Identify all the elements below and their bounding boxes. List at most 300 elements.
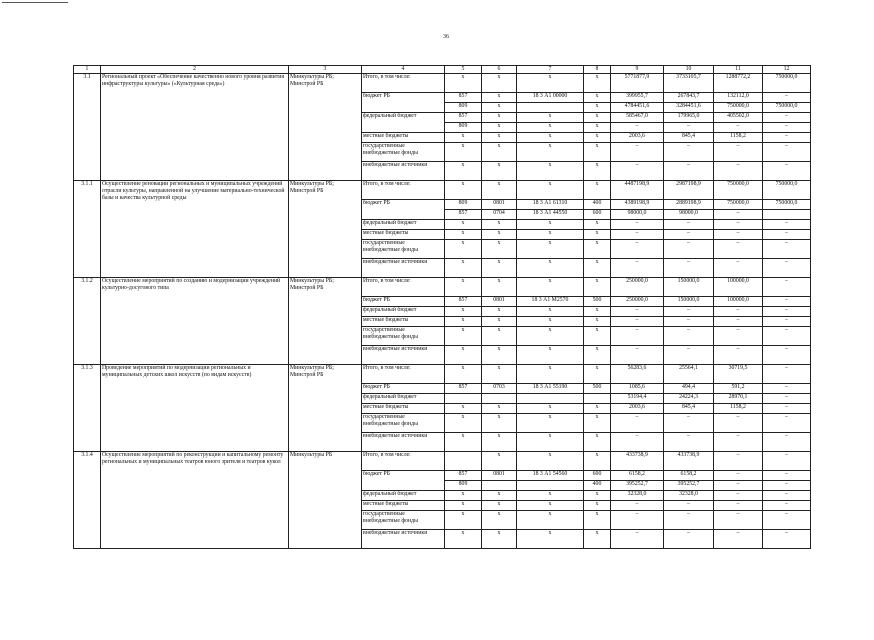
value-cell bbox=[517, 481, 584, 491]
section-executors: Минкультуры РБ; Минстрой РБ bbox=[289, 181, 362, 278]
funding-source: федеральный бюджет bbox=[362, 394, 445, 404]
value-cell: – bbox=[714, 307, 763, 317]
value-cell: x bbox=[445, 143, 482, 162]
value-cell: x bbox=[445, 511, 482, 530]
value-cell: 494,4 bbox=[664, 384, 714, 394]
section-number: 3.1.2 bbox=[74, 278, 101, 365]
funding-source: государственные внебюджетные фонды bbox=[362, 240, 445, 259]
section-executors: Минкультуры РБ; Минстрой РБ bbox=[289, 74, 362, 181]
value-cell: x bbox=[517, 433, 584, 452]
value-cell: x bbox=[482, 346, 517, 365]
value-cell: 4784451,6 bbox=[611, 103, 664, 113]
value-cell: – bbox=[763, 471, 811, 481]
value-cell: x bbox=[584, 327, 611, 346]
section-title: Осуществление мероприятий по созданию и модернизации учреждений культурно-досугового типа bbox=[101, 278, 289, 365]
value-cell: – bbox=[763, 307, 811, 317]
value-cell: x bbox=[584, 240, 611, 259]
section-number: 3.1.3 bbox=[74, 365, 101, 452]
value-cell: x bbox=[445, 414, 482, 433]
funding-source: внебюджетные источники bbox=[362, 259, 445, 278]
value-cell: – bbox=[714, 452, 763, 471]
value-cell: x bbox=[445, 133, 482, 143]
value-cell: 0703 bbox=[482, 384, 517, 394]
funding-source: государственные внебюджетные фонды bbox=[362, 327, 445, 346]
value-cell: 250000,0 bbox=[611, 278, 664, 297]
funding-source: бюджет РБ bbox=[362, 297, 445, 307]
value-cell: – bbox=[763, 220, 811, 230]
value-cell: 809 bbox=[445, 481, 482, 491]
value-cell: – bbox=[714, 317, 763, 327]
value-cell: – bbox=[714, 414, 763, 433]
value-cell: x bbox=[482, 414, 517, 433]
value-cell: – bbox=[714, 259, 763, 278]
value-cell: – bbox=[611, 307, 664, 317]
value-cell: x bbox=[517, 307, 584, 317]
funding-source: внебюджетные источники bbox=[362, 530, 445, 549]
value-cell: x bbox=[482, 259, 517, 278]
value-cell: 399955,7 bbox=[611, 93, 664, 103]
value-cell: 32328,0 bbox=[664, 491, 714, 501]
value-cell: 25564,1 bbox=[664, 365, 714, 384]
value-cell: x bbox=[517, 230, 584, 240]
section-title: Проведение мероприятий по модернизации региональных и муниципальных детских школ искусств (по видам искусств) bbox=[101, 365, 289, 452]
value-cell: 98000,0 bbox=[664, 210, 714, 220]
value-cell: – bbox=[763, 433, 811, 452]
value-cell: x bbox=[445, 307, 482, 317]
value-cell bbox=[517, 103, 584, 113]
value-cell: – bbox=[664, 317, 714, 327]
value-cell: – bbox=[714, 433, 763, 452]
value-cell: x bbox=[584, 317, 611, 327]
value-cell: 857 bbox=[445, 93, 482, 103]
value-cell: – bbox=[611, 143, 664, 162]
funding-source: внебюджетные источники bbox=[362, 433, 445, 452]
funding-source: бюджет РБ bbox=[362, 93, 445, 113]
value-cell: – bbox=[664, 230, 714, 240]
value-cell: – bbox=[763, 365, 811, 384]
value-cell: – bbox=[664, 307, 714, 317]
value-cell: x bbox=[482, 278, 517, 297]
value-cell: x bbox=[445, 278, 482, 297]
value-cell: – bbox=[714, 210, 763, 220]
value-cell: – bbox=[763, 481, 811, 491]
value-cell: 28970,1 bbox=[714, 394, 763, 404]
value-cell: 750000,0 bbox=[714, 200, 763, 210]
value-cell: 179965,0 bbox=[664, 113, 714, 123]
col-header: 7 bbox=[517, 66, 584, 74]
value-cell: 857 bbox=[445, 297, 482, 307]
value-cell: – bbox=[611, 317, 664, 327]
value-cell: – bbox=[714, 230, 763, 240]
value-cell: x bbox=[445, 433, 482, 452]
value-cell: 4389198,9 bbox=[611, 200, 664, 210]
value-cell: 100000,0 bbox=[714, 278, 763, 297]
value-cell: 18 3 А1 44550 bbox=[517, 210, 584, 220]
funding-source: Итого, в том числе: bbox=[362, 181, 445, 200]
value-cell: 750000,0 bbox=[763, 103, 811, 113]
value-cell: 600 bbox=[584, 471, 611, 481]
section-title: Осуществление реновации региональных и муниципальных учреждений отрасли культуры, направленной на улучшение материально-технической базы и качества культурной среды bbox=[101, 181, 289, 278]
value-cell: 132112,0 bbox=[714, 93, 763, 103]
value-cell: – bbox=[763, 501, 811, 511]
value-cell: 24224,3 bbox=[664, 394, 714, 404]
value-cell: – bbox=[714, 491, 763, 501]
value-cell: – bbox=[714, 327, 763, 346]
value-cell: 6158,2 bbox=[611, 471, 664, 481]
value-cell: 400 bbox=[584, 200, 611, 210]
value-cell: – bbox=[664, 501, 714, 511]
value-cell: x bbox=[584, 346, 611, 365]
value-cell: – bbox=[714, 501, 763, 511]
value-cell: x bbox=[584, 259, 611, 278]
value-cell: – bbox=[763, 317, 811, 327]
value-cell: – bbox=[763, 93, 811, 103]
value-cell: 600 bbox=[584, 210, 611, 220]
value-cell: x bbox=[482, 491, 517, 501]
value-cell: – bbox=[611, 530, 664, 549]
value-cell: 250000,0 bbox=[611, 297, 664, 307]
value-cell: x bbox=[482, 452, 517, 471]
value-cell: x bbox=[584, 113, 611, 123]
value-cell: 30719,5 bbox=[714, 365, 763, 384]
value-cell: – bbox=[611, 240, 664, 259]
value-cell: – bbox=[611, 414, 664, 433]
value-cell: x bbox=[517, 278, 584, 297]
value-cell: x bbox=[517, 414, 584, 433]
page-number: 36 bbox=[443, 34, 449, 40]
value-cell: 1288772,2 bbox=[714, 74, 763, 93]
value-cell: – bbox=[611, 123, 664, 133]
value-cell: 32328,0 bbox=[611, 491, 664, 501]
value-cell bbox=[482, 394, 517, 404]
col-header: 2 bbox=[101, 66, 289, 74]
value-cell bbox=[482, 481, 517, 491]
value-cell: x bbox=[482, 327, 517, 346]
table-row bbox=[74, 452, 811, 471]
value-cell: x bbox=[482, 133, 517, 143]
value-cell: 267843,7 bbox=[664, 93, 714, 103]
table-body bbox=[74, 66, 811, 549]
value-cell: 845,4 bbox=[664, 404, 714, 414]
funding-source: федеральный бюджет bbox=[362, 491, 445, 501]
col-header: 10 bbox=[664, 66, 714, 74]
value-cell: – bbox=[664, 259, 714, 278]
value-cell: – bbox=[763, 162, 811, 181]
value-cell bbox=[517, 394, 584, 404]
value-cell: 400 bbox=[584, 481, 611, 491]
value-cell: 395252,7 bbox=[611, 481, 664, 491]
value-cell: – bbox=[611, 346, 664, 365]
value-cell: – bbox=[714, 240, 763, 259]
value-cell: x bbox=[445, 346, 482, 365]
value-cell: 0801 bbox=[482, 471, 517, 481]
value-cell: – bbox=[611, 230, 664, 240]
value-cell: x bbox=[482, 501, 517, 511]
value-cell: 100000,0 bbox=[714, 297, 763, 307]
value-cell: x bbox=[482, 365, 517, 384]
value-cell: – bbox=[763, 327, 811, 346]
value-cell: x bbox=[584, 162, 611, 181]
budget-table bbox=[73, 65, 811, 549]
value-cell: – bbox=[611, 220, 664, 230]
value-cell: 5771877,9 bbox=[611, 74, 664, 93]
value-cell: 1158,2 bbox=[714, 133, 763, 143]
value-cell bbox=[763, 210, 811, 220]
value-cell: x bbox=[584, 74, 611, 93]
value-cell: 2003,6 bbox=[611, 133, 664, 143]
value-cell: 500 bbox=[584, 384, 611, 394]
table-row bbox=[74, 181, 811, 200]
value-cell: – bbox=[763, 491, 811, 501]
value-cell: x bbox=[517, 346, 584, 365]
value-cell: 857 bbox=[445, 113, 482, 123]
value-cell: x bbox=[517, 259, 584, 278]
value-cell: – bbox=[763, 297, 811, 307]
value-cell: – bbox=[763, 346, 811, 365]
value-cell: x bbox=[445, 162, 482, 181]
value-cell: x bbox=[482, 103, 517, 113]
value-cell: x bbox=[482, 74, 517, 93]
value-cell bbox=[445, 452, 482, 471]
value-cell: 857 bbox=[445, 210, 482, 220]
value-cell: x bbox=[584, 278, 611, 297]
value-cell: x bbox=[482, 230, 517, 240]
col-header: 5 bbox=[445, 66, 482, 74]
value-cell: – bbox=[714, 481, 763, 491]
value-cell: – bbox=[611, 511, 664, 530]
value-cell: – bbox=[763, 113, 811, 123]
col-header: 9 bbox=[611, 66, 664, 74]
value-cell: x bbox=[517, 220, 584, 230]
value-cell: x bbox=[482, 113, 517, 123]
section-executors: Минкультуры РБ bbox=[289, 452, 362, 549]
value-cell: x bbox=[445, 327, 482, 346]
value-cell: x bbox=[445, 240, 482, 259]
value-cell: 750000,0 bbox=[763, 74, 811, 93]
value-cell: x bbox=[517, 530, 584, 549]
value-cell: – bbox=[763, 511, 811, 530]
value-cell: 4487198,9 bbox=[611, 181, 664, 200]
funding-source: внебюджетные источники bbox=[362, 346, 445, 365]
value-cell: 18 3 А1 М2570 bbox=[517, 297, 584, 307]
value-cell: – bbox=[763, 123, 811, 133]
value-cell: x bbox=[482, 530, 517, 549]
value-cell: x bbox=[584, 307, 611, 317]
value-cell: 750000,0 bbox=[763, 200, 811, 210]
value-cell: 809 bbox=[445, 123, 482, 133]
value-cell: – bbox=[763, 259, 811, 278]
value-cell: – bbox=[664, 327, 714, 346]
value-cell: 845,4 bbox=[664, 133, 714, 143]
table-row bbox=[74, 365, 811, 384]
funding-source: государственные внебюджетные фонды bbox=[362, 143, 445, 162]
value-cell: 3284451,6 bbox=[664, 103, 714, 113]
value-cell: 750000,0 bbox=[763, 181, 811, 200]
value-cell: 3733105,7 bbox=[664, 74, 714, 93]
value-cell bbox=[445, 394, 482, 404]
value-cell: x bbox=[445, 259, 482, 278]
value-cell: x bbox=[517, 501, 584, 511]
value-cell: x bbox=[482, 220, 517, 230]
value-cell: 1158,2 bbox=[714, 404, 763, 414]
value-cell: x bbox=[445, 74, 482, 93]
value-cell: x bbox=[482, 307, 517, 317]
value-cell: – bbox=[763, 240, 811, 259]
value-cell: 2003,6 bbox=[611, 404, 664, 414]
value-cell: – bbox=[714, 162, 763, 181]
value-cell: x bbox=[517, 365, 584, 384]
value-cell: x bbox=[584, 511, 611, 530]
value-cell: 150000,0 bbox=[664, 278, 714, 297]
funding-source: местные бюджеты bbox=[362, 501, 445, 511]
value-cell: – bbox=[664, 143, 714, 162]
value-cell: 2987198,9 bbox=[664, 181, 714, 200]
value-cell: 0704 bbox=[482, 210, 517, 220]
value-cell: x bbox=[584, 365, 611, 384]
value-cell: x bbox=[517, 491, 584, 501]
col-header: 8 bbox=[584, 66, 611, 74]
value-cell: x bbox=[445, 501, 482, 511]
value-cell: 98000,0 bbox=[611, 210, 664, 220]
section-title: Региональный проект «Обеспечение качественно нового уровня развития инфраструктуры культуры» («Культурная среда») bbox=[101, 74, 289, 181]
value-cell: – bbox=[664, 162, 714, 181]
column-number-row bbox=[74, 66, 811, 74]
value-cell: x bbox=[482, 123, 517, 133]
value-cell: x bbox=[584, 433, 611, 452]
funding-source: бюджет РБ bbox=[362, 384, 445, 394]
section-number: 3.1.1 bbox=[74, 181, 101, 278]
funding-source: Итого, в том числе: bbox=[362, 365, 445, 384]
funding-source: местные бюджеты bbox=[362, 404, 445, 414]
value-cell: – bbox=[611, 327, 664, 346]
value-cell: – bbox=[611, 259, 664, 278]
value-cell: 1085,6 bbox=[611, 384, 664, 394]
funding-source: местные бюджеты bbox=[362, 133, 445, 143]
value-cell: x bbox=[584, 103, 611, 113]
value-cell: – bbox=[763, 394, 811, 404]
value-cell: – bbox=[763, 143, 811, 162]
value-cell: x bbox=[584, 530, 611, 549]
value-cell: x bbox=[482, 511, 517, 530]
value-cell: x bbox=[482, 143, 517, 162]
value-cell: 585467,0 bbox=[611, 113, 664, 123]
value-cell: – bbox=[714, 123, 763, 133]
value-cell: – bbox=[763, 404, 811, 414]
value-cell: 0801 bbox=[482, 297, 517, 307]
value-cell: – bbox=[763, 230, 811, 240]
value-cell bbox=[584, 394, 611, 404]
col-header: 11 bbox=[714, 66, 763, 74]
value-cell: x bbox=[482, 240, 517, 259]
table-row bbox=[74, 74, 811, 93]
value-cell: – bbox=[664, 414, 714, 433]
section-executors: Минкультуры РБ; Минстрой РБ bbox=[289, 278, 362, 365]
value-cell: – bbox=[714, 143, 763, 162]
value-cell: 433738,9 bbox=[611, 452, 664, 471]
value-cell: – bbox=[611, 433, 664, 452]
value-cell: 809 bbox=[445, 103, 482, 113]
funding-source: государственные внебюджетные фонды bbox=[362, 511, 445, 530]
value-cell: x bbox=[584, 501, 611, 511]
value-cell: x bbox=[517, 404, 584, 414]
value-cell: x bbox=[482, 433, 517, 452]
section-title: Осуществление мероприятий по реконструкции и капитальному ремонту региональных и муниципальных театров юного зрителя и театров кукол bbox=[101, 452, 289, 549]
col-header: 6 bbox=[482, 66, 517, 74]
value-cell: x bbox=[584, 220, 611, 230]
funding-source: бюджет РБ bbox=[362, 200, 445, 220]
value-cell: x bbox=[517, 133, 584, 143]
funding-source: федеральный бюджет bbox=[362, 220, 445, 230]
funding-source: местные бюджеты bbox=[362, 317, 445, 327]
value-cell: x bbox=[445, 230, 482, 240]
value-cell: x bbox=[517, 143, 584, 162]
value-cell: – bbox=[763, 414, 811, 433]
value-cell: x bbox=[517, 511, 584, 530]
value-cell: x bbox=[445, 317, 482, 327]
value-cell: x bbox=[584, 230, 611, 240]
value-cell: 809 bbox=[445, 200, 482, 210]
value-cell: 18 3 А1 54560 bbox=[517, 471, 584, 481]
value-cell: x bbox=[482, 404, 517, 414]
value-cell: x bbox=[584, 93, 611, 103]
value-cell: – bbox=[664, 220, 714, 230]
value-cell: x bbox=[445, 530, 482, 549]
value-cell: 2889198,9 bbox=[664, 200, 714, 210]
value-cell: – bbox=[763, 278, 811, 297]
col-header: 1 bbox=[74, 66, 101, 74]
value-cell: – bbox=[664, 123, 714, 133]
value-cell: 433738,9 bbox=[664, 452, 714, 471]
value-cell: 18 3 А1 00000 bbox=[517, 93, 584, 103]
value-cell: x bbox=[584, 414, 611, 433]
value-cell: 53194,4 bbox=[611, 394, 664, 404]
value-cell: – bbox=[664, 530, 714, 549]
value-cell: x bbox=[482, 93, 517, 103]
value-cell: x bbox=[517, 181, 584, 200]
value-cell: – bbox=[714, 511, 763, 530]
col-header: 3 bbox=[289, 66, 362, 74]
value-cell: x bbox=[584, 143, 611, 162]
value-cell: 405502,0 bbox=[714, 113, 763, 123]
value-cell: – bbox=[664, 240, 714, 259]
value-cell: – bbox=[763, 452, 811, 471]
col-header: 12 bbox=[763, 66, 811, 74]
section-number: 3.1 bbox=[74, 74, 101, 181]
value-cell: x bbox=[517, 327, 584, 346]
value-cell: – bbox=[664, 346, 714, 365]
top-edge-line bbox=[2, 2, 68, 3]
funding-source: государственные внебюджетные фонды bbox=[362, 414, 445, 433]
value-cell: – bbox=[714, 471, 763, 481]
value-cell: x bbox=[445, 404, 482, 414]
funding-source: Итого, в том числе: bbox=[362, 278, 445, 297]
value-cell: x bbox=[584, 133, 611, 143]
value-cell: x bbox=[445, 220, 482, 230]
value-cell: 857 bbox=[445, 384, 482, 394]
table-row bbox=[74, 278, 811, 297]
value-cell: 56283,6 bbox=[611, 365, 664, 384]
value-cell: 0801 bbox=[482, 200, 517, 210]
value-cell: x bbox=[482, 317, 517, 327]
section-number: 3.1.4 bbox=[74, 452, 101, 549]
col-header: 4 bbox=[362, 66, 445, 74]
value-cell: x bbox=[517, 74, 584, 93]
value-cell: x bbox=[517, 162, 584, 181]
value-cell: 500 bbox=[584, 297, 611, 307]
funding-source: Итого, в том числе: bbox=[362, 452, 445, 471]
value-cell: x bbox=[445, 181, 482, 200]
funding-source: внебюджетные источники bbox=[362, 162, 445, 181]
